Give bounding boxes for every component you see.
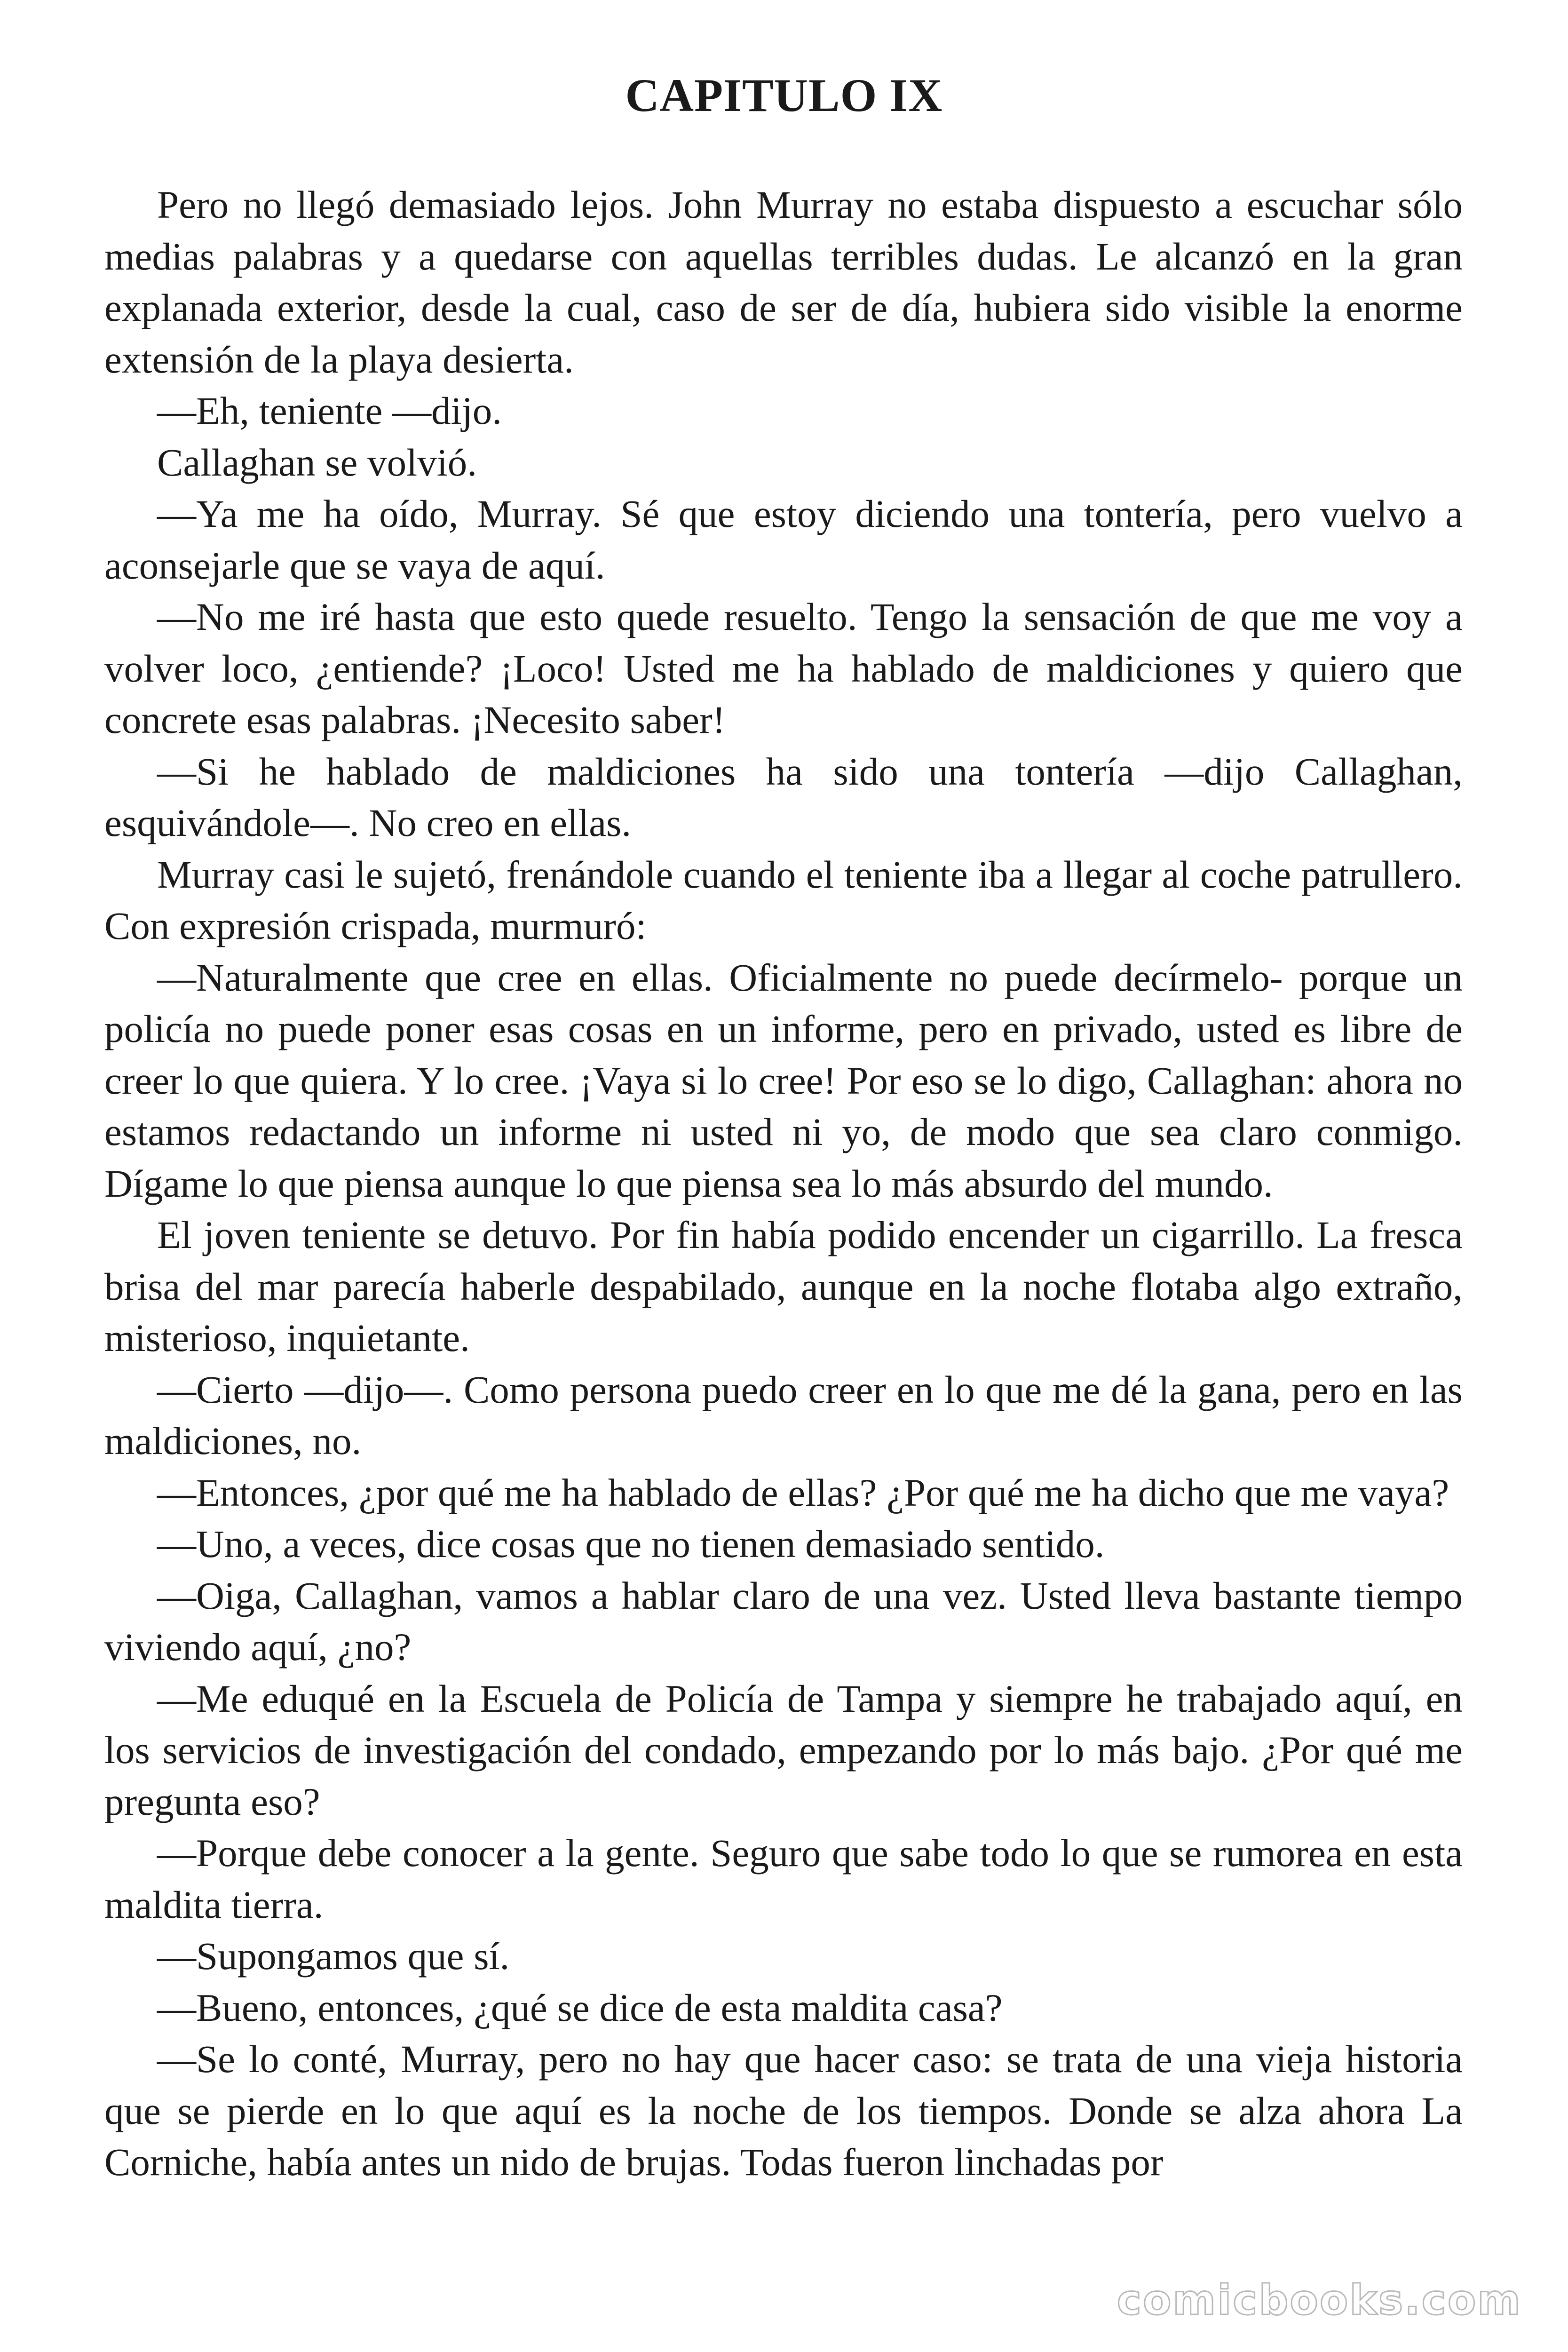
chapter-body — [104, 179, 1463, 2188]
paragraph: —Uno, a veces, dice cosas que no tienen demasiado sentido. — [157, 1522, 1105, 1565]
paragraph: —Naturalmente que cree en ellas. Oficialmente no puede decírmelo- porque un policía no puede poner esas cosas en un informe, pero en privado, usted es libre de creer lo que quiera. Y lo cree. ¡Vaya si lo cree! Por eso se lo digo, Callaghan: ahora no estamos redactando un informe ni usted ni yo, de modo que sea claro conmigo. Dígame lo que piensa aunque lo que piensa sea lo más absurdo del mundo. — [104, 955, 1463, 1205]
paragraph: —Si he hablado de maldiciones ha sido una tontería —dijo Callaghan, esquivándole—. No creo en ellas. — [104, 749, 1463, 844]
paragraph: —Me eduqué en la Escuela de Policía de Tampa y siempre he trabajado aquí, en los servicios de investigación del condado, empezando por lo más bajo. ¿Por qué me pregunta eso? — [104, 1677, 1463, 1823]
paragraph: —Supongamos que sí. — [157, 1934, 510, 1978]
paragraph: Callaghan se volvió. — [157, 440, 477, 484]
watermark: comicbooks.com — [1117, 2276, 1522, 2324]
paragraph: —Bueno, entonces, ¿qué se dice de esta maldita casa? — [157, 1986, 1003, 2029]
paragraph: El joven teniente se detuvo. Por fin había podido encender un cigarrillo. La fresca brisa del mar parecía haberle despabilado, aunque en la noche flotaba algo extraño, misterioso, inquietante. — [104, 1213, 1463, 1359]
paragraph: —Cierto —dijo—. Como persona puedo creer en lo que me dé la gana, pero en las maldiciones, no. — [104, 1367, 1463, 1462]
paragraph: —Ya me ha oído, Murray. Sé que estoy diciendo una tontería, pero vuelvo a aconsejarle que se vaya de aquí. — [104, 492, 1463, 587]
paragraph: —Entonces, ¿por qué me ha hablado de ellas? ¿Por qué me ha dicho que me vaya? — [157, 1470, 1449, 1514]
paragraph: Pero no llegó demasiado lejos. John Murray no estaba dispuesto a escuchar sólo medias palabras y a quedarse con aquellas terribles dudas. Le alcanzó en la gran explanada exterior, desde la cual, caso de ser de día, hubiera sido visible la enorme extensión de la playa desierta. — [104, 183, 1463, 381]
paragraph: —Eh, teniente —dijo. — [157, 389, 502, 432]
paragraph: —Se lo conté, Murray, pero no hay que hacer caso: se trata de una vieja historia que se pierde en lo que aquí es la noche de los tiempos. Donde se alza ahora La Corniche, había antes un nido de brujas. Todas fueron linchadas por — [104, 2037, 1463, 2184]
paragraph: —No me iré hasta que esto quede resuelto. Tengo la sensación de que me voy a volver loco, ¿entiende? ¡Loco! Usted me ha hablado de maldiciones y quiero que concrete esas palabras. ¡Necesito saber! — [104, 595, 1463, 741]
chapter-title: CAPITULO IX — [625, 69, 943, 121]
paragraph: Murray casi le sujetó, frenándole cuando el teniente iba a llegar al coche patrullero. Con expresión crispada, murmuró: — [104, 852, 1463, 947]
paragraph: —Porque debe conocer a la gente. Seguro que sabe todo lo que se rumorea en esta maldita tierra. — [104, 1831, 1463, 1926]
paragraph: —Oiga, Callaghan, vamos a hablar claro de una vez. Usted lleva bastante tiempo viviendo aquí, ¿no? — [104, 1573, 1463, 1669]
